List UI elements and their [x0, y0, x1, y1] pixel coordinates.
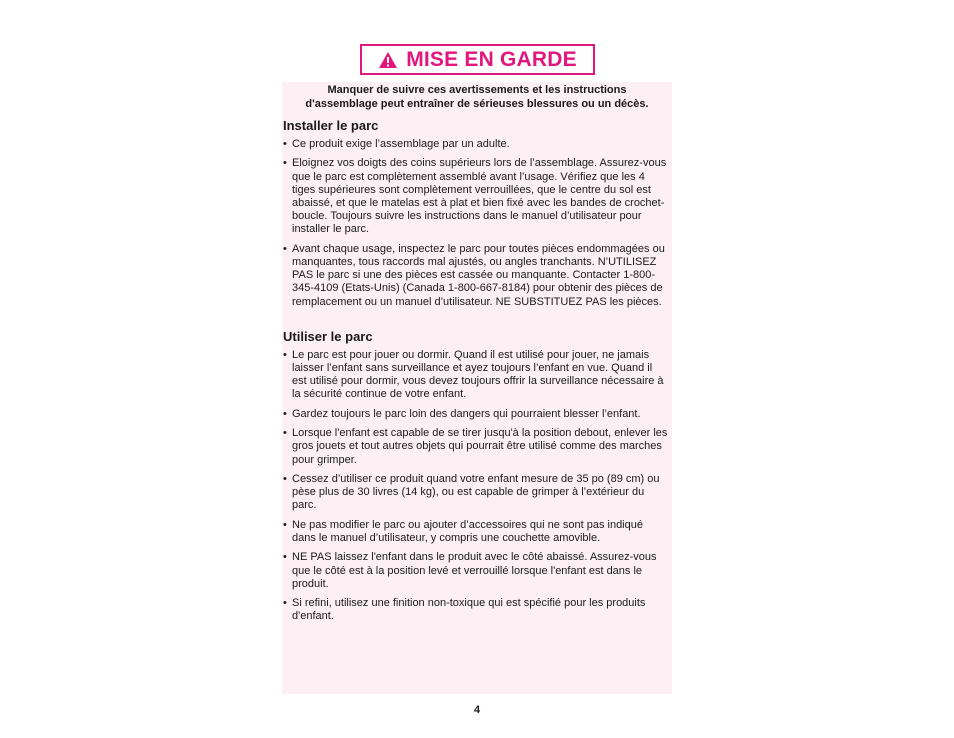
- section-use: [283, 329, 668, 624]
- bullet: •: [283, 518, 287, 531]
- bullet: •: [283, 138, 287, 150]
- list-item-text: Cessez d’utiliser ce produit quand votre enfant mesure de 35 po (89 cm) ou pèse plus de 30 livres (14 kg), ou est capable de grimper à l’extérieur du parc.: [292, 473, 660, 512]
- list-item: [283, 427, 668, 467]
- bullet-list: [283, 349, 668, 624]
- bullet-list: [283, 138, 668, 309]
- list-item-text: Gardez toujours le parc loin des dangers qui pourraient blesser l’enfant.: [292, 407, 641, 420]
- list-item-text: Ce produit exige l’assemblage par un adulte.: [292, 138, 510, 150]
- list-item-text: Si refini, utilisez une finition non-toxique qui est spécifié pour les produits d'enfant.: [292, 597, 646, 623]
- bullet: •: [283, 348, 287, 361]
- list-item-text: Le parc est pour jouer ou dormir. Quand il est utilisé pour jouer, ne jamais laisser l’enfant sans surveillance et ayez toujours l’enfant en vue. Quand il est utilisé pour dormir, vous devez toujours offrir la surveillance nécessaire à la sécurité continue de votre enfant.: [292, 348, 664, 401]
- warning-lead-line: Manquer de suivre ces avertissements et les instructions: [327, 84, 627, 96]
- list-item-text: Ne pas modifier le parc ou ajouter d’accessoires qui ne sont pas indiqué dans le manuel d’utilisateur, y compris une couchette amovible.: [292, 518, 643, 544]
- warning-lead-line: d'assemblage peut entraîner de sérieuses blessures ou un décès.: [305, 98, 649, 110]
- warning-banner: [360, 44, 595, 75]
- list-item: [283, 138, 668, 151]
- list-item: [283, 551, 668, 591]
- warning-triangle-icon: [378, 51, 398, 69]
- bullet: •: [283, 407, 287, 420]
- list-item: [283, 597, 668, 623]
- page-number: 4: [473, 704, 481, 716]
- list-item-text: Avant chaque usage, inspectez le parc pour toutes pièces endommagées ou manquantes, tous raccords mal ajustés, ou angles tranchants. N’UTILISEZ PAS le parc si une des pièces est cassée ou manquante. Contacter 1-800-345-4109 (Etats-Unis) (Canada 1-800-667-8184) pour obtenir des pièces de remplacement ou un manuel d’utilisateur. NE SUBSTITUEZ PAS les pièces.: [292, 242, 665, 308]
- bullet: •: [283, 597, 287, 610]
- list-item: [283, 519, 668, 545]
- list-item-text: Lorsque l'enfant est capable de se tirer jusqu'à la position debout, enlever les gros jouets et tout autres objets qui pourrait être utilisé comme des marches pour grimper.: [292, 427, 668, 466]
- bullet: •: [283, 427, 287, 440]
- section-install: [283, 118, 668, 309]
- warning-content: [283, 118, 668, 630]
- list-item: [283, 157, 668, 236]
- warning-title: MISE EN GARDE: [406, 47, 577, 71]
- list-item: [283, 243, 668, 309]
- list-item: [283, 408, 668, 421]
- list-item: [283, 349, 668, 402]
- bullet: •: [283, 551, 287, 564]
- bullet: •: [283, 473, 287, 485]
- warning-lead: [282, 83, 672, 111]
- list-item-text: Eloignez vos doigts des coins supérieurs lors de l’assemblage. Assurez-vous que le parc est complètement assemblé avant l’usage. Vérifiez que les 4 tiges supérieures sont complètement verrouillées, que le centre du sol est abaissé, et que le matelas est à plat et bien fixé avec les bandes de crochet-boucle. Toujours suivre les instructions dans le manuel d’utilisateur pour installer le parc.: [292, 157, 667, 236]
- section-heading: Installer le parc: [283, 118, 379, 133]
- list-item: [283, 473, 668, 513]
- section-heading: Utiliser le parc: [283, 328, 373, 344]
- bullet: •: [283, 157, 287, 170]
- bullet: •: [283, 242, 287, 255]
- list-item-text: NE PAS laissez l'enfant dans le produit avec le côté abaissé. Assurez-vous que le côté est à la position levé et verrouillé lorsque l'enfant est dans le produit.: [292, 551, 657, 590]
